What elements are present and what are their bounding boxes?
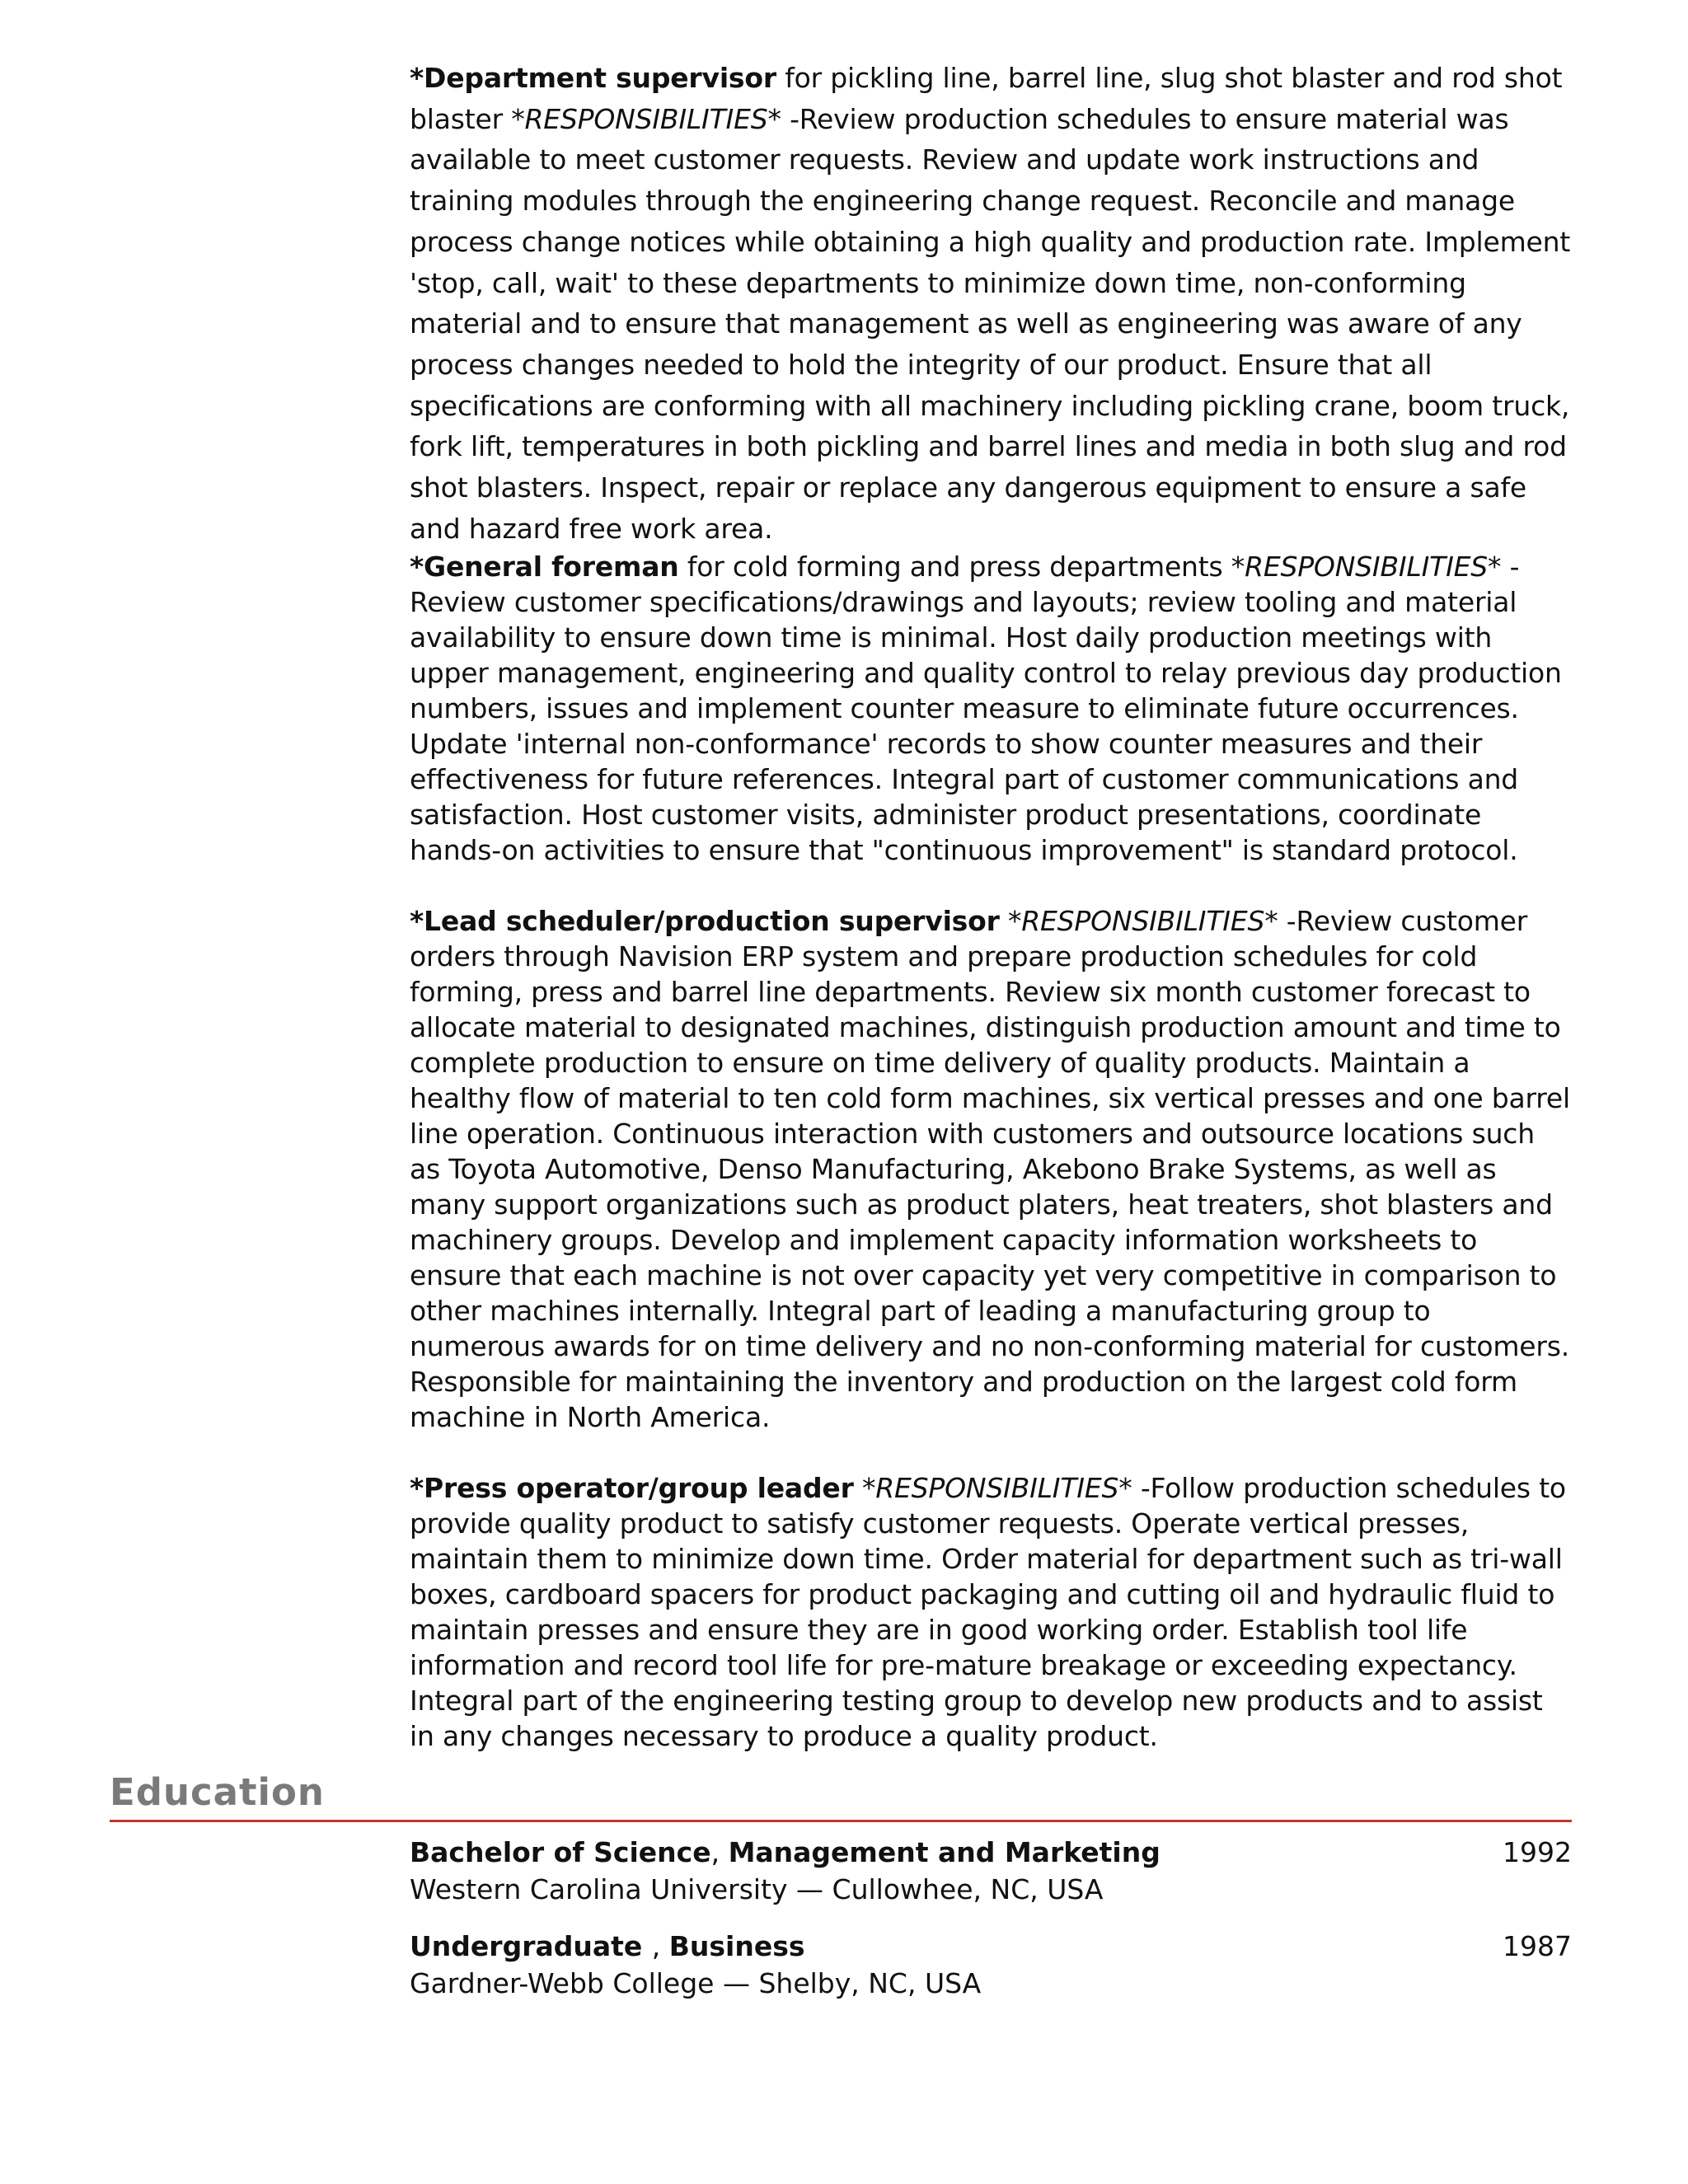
job-title: *Lead scheduler/production supervisor: [410, 905, 1000, 938]
degree-field: Management and Marketing: [728, 1836, 1160, 1868]
job-description: -Follow production schedules to provide quality product to satisfy customer requests. Operate vertical presses, maintain them to minimize down time. Order material for department such as tri-wall boxes, cardboard spacers for product packaging and cutting oil and hydraulic fluid to maintain presses and ensure they are in good working order. Establish tool life information and record tool life for pre-mature breakage or exceeding expectancy. Integral part of the engineering testing group to develop new products and to assist in any changes necessary to produce a quality product.: [410, 1472, 1566, 1753]
experience-entry-press-operator: [410, 1470, 1572, 1754]
experience-entry-general-foreman: [410, 549, 1572, 868]
job-scope: for pickling line, barrel line, slug shot blaster and rod shot blaster: [410, 62, 1563, 135]
job-scope: [1000, 905, 1008, 937]
job-description: -Review customer orders through Navision ERP system and prepare production schedules for cold forming, press and barrel line departments. Review six month customer forecast to allocate material to designated machines, distinguish production amount and time to complete production to ensure on time delivery of quality products. Maintain a healthy flow of material to ten cold form machines, six vertical presses and one barrel line operation. Continuous interaction with customers and outsource locations such as Toyota Automotive, Denso Manufacturing, Akebono Brake Systems, as well as many support organizations such as product platers, heat treaters, shot blasters and machinery groups. Develop and implement capacity information worksheets to ensure that each machine is not over capacity yet very competitive in comparison to other machines internally. Integral part of leading a manufacturing group to numerous awards for on time delivery and no non-conforming material for customers. Responsible for maintaining the inventory and production on the largest cold form machine in North America.: [410, 905, 1570, 1434]
job-scope: for cold forming and press departments: [678, 551, 1231, 583]
degree-name: Bachelor of Science: [410, 1836, 711, 1868]
job-title: *General foreman: [410, 551, 679, 583]
graduation-year: 1992: [1503, 1836, 1572, 1868]
education-divider: [110, 1820, 1572, 1822]
education-item-undergraduate: [410, 1928, 1572, 2002]
job-description: -Review customer specifications/drawings and layouts; review tooling and material availability to ensure down time is minimal. Host daily production meetings with upper management, engineering and quality control to relay previous day production numbers, issues and implement counter measure to eliminate future occurrences. Update 'internal non-conformance' records to show counter measures and their effectiveness for future references. Integral part of customer communications and satisfaction. Host customer visits, administer product presentations, coordinate hands-on activities to ensure that "continuous improvement" is standard protocol.: [410, 551, 1562, 867]
degree-separator: ,: [710, 1836, 729, 1868]
school-name: Gardner-Webb College — Shelby, NC, USA: [410, 1967, 982, 1999]
job-description: -Review production schedules to ensure material was available to meet customer requests. Review and update work instructions and training modules through the engineering change request. Reconcile and manage process change notices while obtaining a high quality and production rate. Implement 'stop, call, wait' to these departments to minimize down time, non-conforming material and to ensure that management as well as engineering was aware of any process changes needed to hold the integrity of our product. Ensure that all specifications are conforming with all machinery including pickling crane, boom truck, fork lift, temperatures in both pickling and barrel lines and media in both slug and rod shot blasters. Inspect, repair or replace any dangerous equipment to ensure a safe and hazard free work area.: [410, 102, 1571, 545]
experience-section: [410, 58, 1572, 1789]
responsibilities-label: *RESPONSIBILITIES*: [1231, 551, 1502, 583]
experience-entry-lead-scheduler: [410, 903, 1572, 1435]
graduation-year: 1987: [1503, 1930, 1572, 1962]
education-item-bachelor: [410, 1834, 1572, 1908]
responsibilities-label: *RESPONSIBILITIES*: [511, 102, 781, 135]
degree-field: Business: [668, 1930, 805, 1962]
job-title: *Press operator/group leader: [410, 1472, 854, 1505]
education-heading: Education: [110, 1770, 325, 1814]
degree-separator: ,: [651, 1930, 669, 1962]
degree-name: Undergraduate: [410, 1930, 652, 1962]
school-name: Western Carolina University — Cullowhee, NC, USA: [410, 1873, 1104, 1905]
responsibilities-label: *RESPONSIBILITIES*: [1007, 905, 1278, 938]
job-scope: [854, 1472, 862, 1504]
responsibilities-label: *RESPONSIBILITIES*: [861, 1472, 1132, 1505]
job-title: *Department supervisor: [410, 62, 776, 94]
experience-entry-department-supervisor: [410, 58, 1572, 549]
